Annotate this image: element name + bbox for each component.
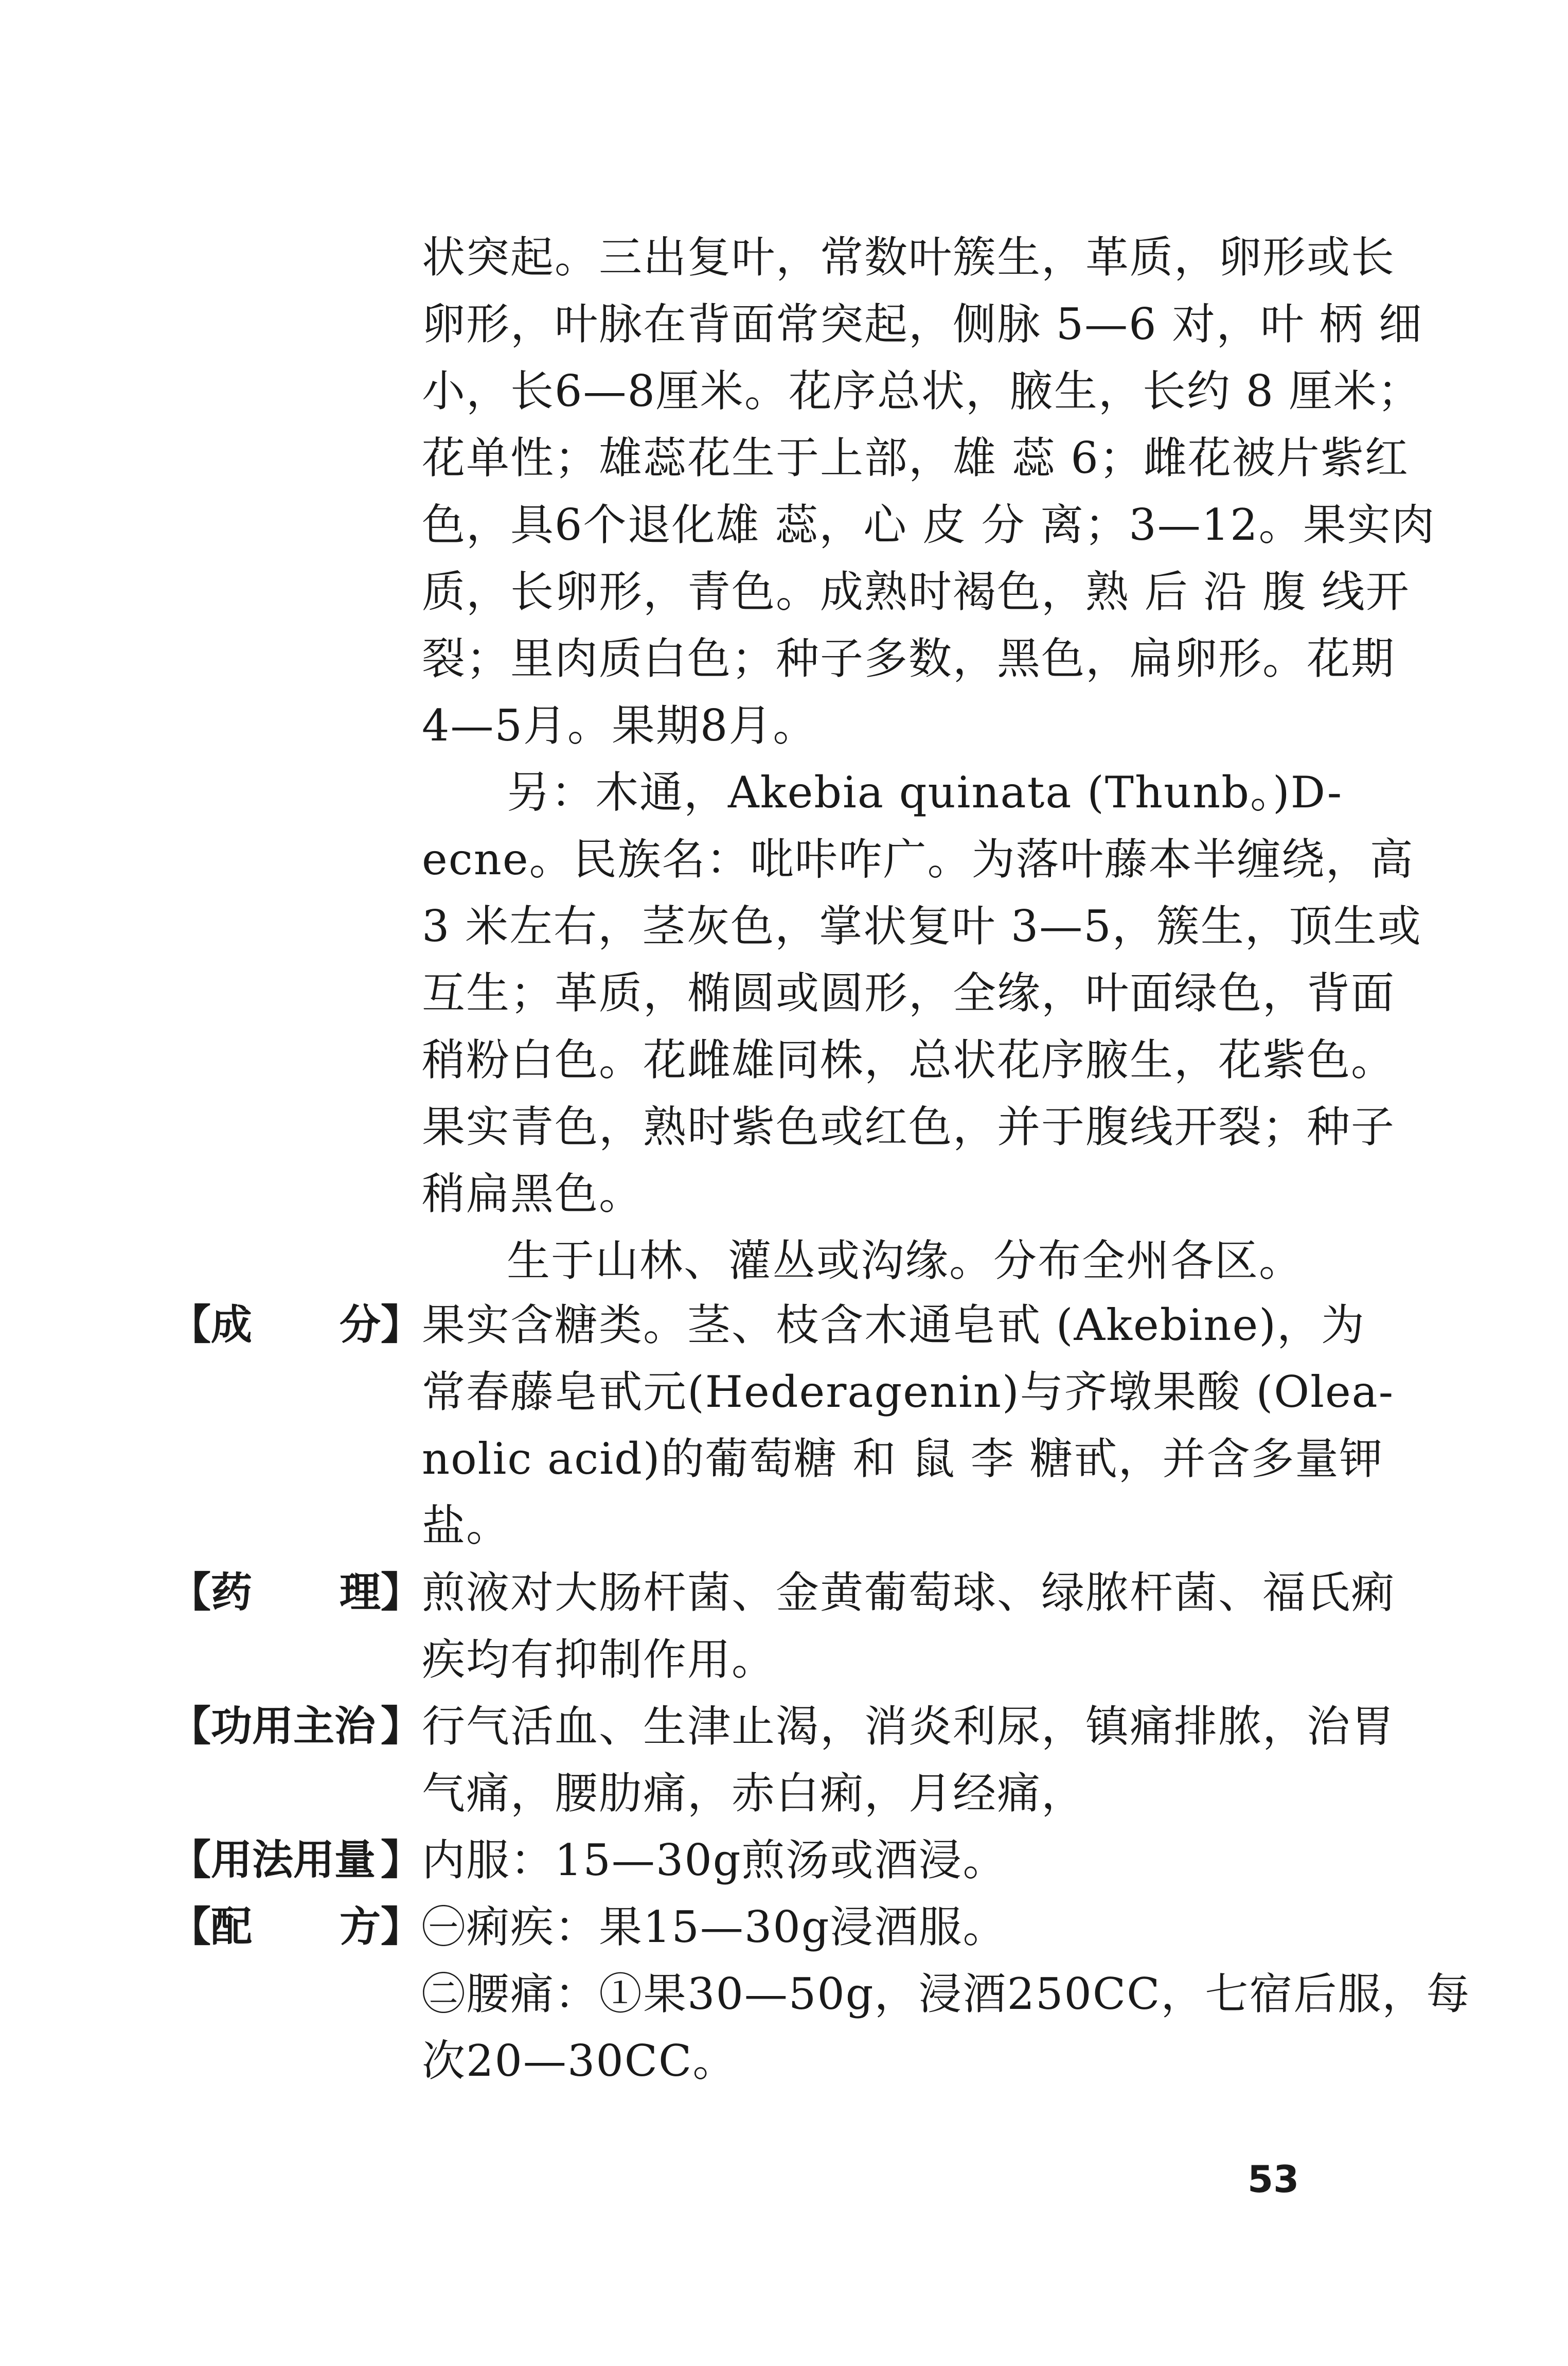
page-number: 53 — [1248, 2158, 1299, 2201]
text-line: 卵形，叶脉在背面常突起，侧脉 5—6 对，叶 柄 细 — [422, 299, 1423, 349]
bracket-open: 【 — [170, 1903, 211, 1951]
text-line: 花单性；雄蕊花生于上部，雄 蕊 6；雌花被片紫红 — [422, 433, 1409, 483]
text-line: 状突起。三出复叶，常数叶簇生，革质，卵形或长 — [422, 232, 1396, 282]
text-line: 果实含糖类。茎、枝含木通皂甙 (Akebine)，为 — [422, 1300, 1365, 1350]
text-line: 裂；里肉质白色；种子多数，黑色，扁卵形。花期 — [422, 633, 1396, 684]
text-line: 4—5月。果期8月。 — [422, 700, 817, 751]
text-line: 3 米左右，茎灰色，掌状复叶 3—5，簇生，顶生或 — [422, 901, 1422, 951]
label-char: 成 — [211, 1301, 252, 1349]
bracket-open: 【 — [170, 1836, 211, 1884]
text-line: nolic acid)的葡萄糖 和 鼠 李 糖甙，并含多量钾 — [422, 1434, 1384, 1484]
bracket-open: 【 — [170, 1568, 211, 1616]
bracket-close: 】 — [381, 1301, 422, 1349]
bracket-open: 【 — [170, 1702, 211, 1750]
text-line: 果实青色，熟时紫色或红色，并于腹线开裂；种子 — [422, 1102, 1396, 1152]
text-line: 煎液对大肠杆菌、金黄葡萄球、绿脓杆菌、福氏痢 — [422, 1567, 1396, 1618]
text-line: 疾均有抑制作用。 — [422, 1634, 776, 1685]
section-label — [170, 1834, 422, 1886]
label-text: 用法用量 — [211, 1836, 376, 1884]
text-line: 稍粉白色。花雌雄同株，总状花序腋生，花紫色。 — [422, 1035, 1396, 1085]
bracket-close: 】 — [381, 1836, 422, 1884]
text-line: 常春藤皂甙元(Hederagenin)与齐墩果酸 (Olea- — [422, 1367, 1395, 1417]
text-line: 气痛，腰肋痛，赤白痢，月经痛， — [422, 1768, 1086, 1818]
section-label — [170, 1567, 422, 1618]
text-line: 质，长卵形，青色。成熟时褐色，熟 后 沿 腹 线开 — [422, 567, 1410, 617]
label-char: 理 — [340, 1568, 381, 1616]
text-line: 行气活血、生津止渴，消炎利尿，镇痛排脓，治胃 — [422, 1701, 1396, 1752]
bracket-open: 【 — [170, 1301, 211, 1349]
text-line: 小，长6—8厘米。花序总状，腋生，长约 8 厘米； — [422, 366, 1422, 416]
section-label — [170, 1701, 422, 1752]
text-line: 色，具6个退化雄 蕊，心 皮 分 离；3—12。果实肉 — [422, 500, 1436, 550]
text-line: ㊁腰痛：①果30—50g，浸酒250CC，七宿后服，每 — [422, 1969, 1471, 2019]
text-line: ecne。民族名：吡咔咋广。为落叶藤本半缠绕，高 — [422, 834, 1414, 885]
section-label — [170, 1901, 422, 1953]
text-line: 另：木通，Akebia quinata (Thunb。)D- — [507, 767, 1343, 818]
bracket-close: 】 — [381, 1903, 422, 1951]
label-text: 功用主治 — [211, 1702, 376, 1750]
habitat-line: 生于山林、灌丛或沟缘。分布全州各区。 — [507, 1235, 1304, 1286]
text-line: 内服：15—30g煎汤或酒浸。 — [422, 1835, 1007, 1885]
text-line: 互生；革质，椭圆或圆形，全缘，叶面绿色，背面 — [422, 968, 1396, 1018]
section-label — [170, 1299, 422, 1351]
label-char: 分 — [340, 1301, 381, 1349]
text-line: 稍扁黑色。 — [422, 1169, 644, 1219]
label-char: 药 — [211, 1568, 252, 1616]
bracket-close: 】 — [381, 1568, 422, 1616]
text-line: 次20—30CC。 — [422, 2036, 737, 2086]
label-char: 方 — [340, 1903, 381, 1951]
label-char: 配 — [211, 1903, 252, 1951]
bracket-close: 】 — [381, 1702, 422, 1750]
text-line: ㊀痢疾：果15—30g浸酒服。 — [422, 1902, 1007, 1952]
text-line: 盐。 — [422, 1500, 511, 1551]
